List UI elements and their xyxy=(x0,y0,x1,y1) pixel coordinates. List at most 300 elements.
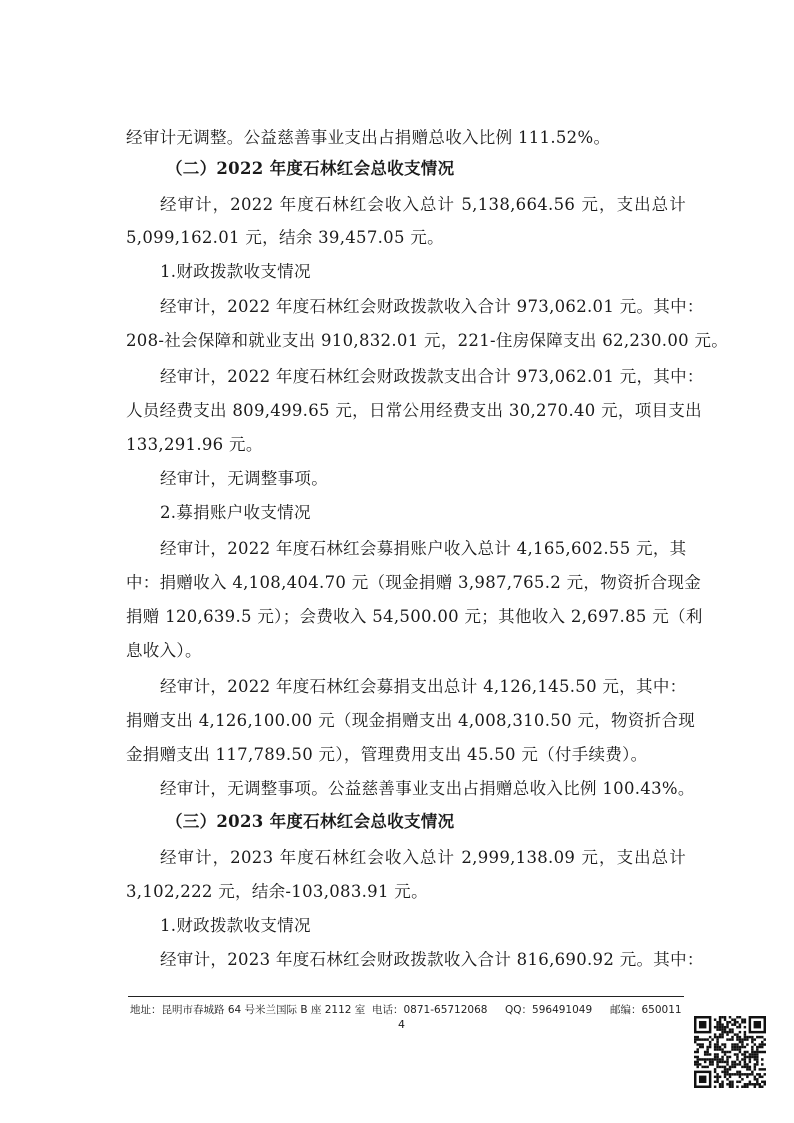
qr-module xyxy=(721,1058,723,1060)
qr-module xyxy=(739,1061,741,1063)
qr-module xyxy=(744,1018,746,1020)
qr-module xyxy=(749,1036,751,1038)
paragraph-line: 3,102,222 元，结余-103,083.91 元。 xyxy=(126,882,428,901)
qr-module xyxy=(719,1086,721,1088)
qr-module xyxy=(716,1048,718,1050)
qr-module xyxy=(734,1063,736,1065)
paragraph-line: 金捐赠支出 117,789.50 元），管理费用支出 45.50 元（付手续费）。 xyxy=(126,745,648,764)
qr-module xyxy=(756,1053,758,1055)
qr-module xyxy=(726,1073,728,1075)
qr-module xyxy=(716,1056,718,1058)
qr-module xyxy=(714,1043,716,1045)
qr-module xyxy=(736,1063,738,1065)
qr-module xyxy=(694,1051,696,1053)
qr-module xyxy=(759,1051,761,1053)
qr-module xyxy=(699,1058,701,1060)
qr-module xyxy=(719,1028,721,1030)
qr-module xyxy=(716,1061,718,1063)
qr-module xyxy=(741,1038,743,1040)
paragraph-line: 经审计，2023 年度石林红会收入总计 2,999,138.09 元，支出总计 xyxy=(160,848,686,867)
qr-module xyxy=(746,1083,748,1085)
qr-module xyxy=(716,1066,718,1068)
qr-module xyxy=(749,1061,751,1063)
qr-module xyxy=(739,1038,741,1040)
qr-module xyxy=(726,1068,728,1070)
qr-module xyxy=(736,1021,738,1023)
qr-module xyxy=(754,1043,756,1045)
qr-module xyxy=(714,1068,716,1070)
qr-module xyxy=(731,1028,733,1030)
qr-module xyxy=(734,1021,736,1023)
subheading-fiscal-2022: 1.财政拨款收支情况 xyxy=(160,262,311,281)
qr-module xyxy=(761,1063,763,1065)
qr-module xyxy=(759,1086,761,1088)
qr-module xyxy=(751,1036,753,1038)
qr-module xyxy=(756,1081,758,1083)
qr-module xyxy=(699,1038,701,1040)
qr-module xyxy=(741,1073,743,1075)
qr-module xyxy=(704,1038,706,1040)
qr-module xyxy=(719,1016,721,1018)
qr-module xyxy=(724,1046,726,1048)
qr-module xyxy=(754,1068,756,1070)
qr-module xyxy=(729,1028,731,1030)
qr-module xyxy=(724,1016,726,1018)
qr-module xyxy=(724,1031,726,1033)
qr-module xyxy=(696,1061,698,1063)
qr-module xyxy=(729,1083,731,1085)
qr-module xyxy=(706,1051,708,1053)
footer-postcode: 邮编：650011 xyxy=(610,1004,682,1016)
qr-module xyxy=(746,1038,748,1040)
qr-module xyxy=(706,1046,708,1048)
paragraph-line: 133,291.96 元。 xyxy=(126,435,263,454)
qr-module xyxy=(706,1048,708,1050)
qr-module xyxy=(761,1043,763,1045)
qr-module xyxy=(714,1086,716,1088)
qr-module xyxy=(696,1066,698,1068)
qr-module xyxy=(724,1051,726,1053)
qr-module xyxy=(764,1083,766,1085)
qr-module xyxy=(744,1056,746,1058)
qr-module xyxy=(754,1058,756,1060)
qr-module xyxy=(754,1076,756,1078)
qr-module xyxy=(759,1046,761,1048)
qr-module xyxy=(731,1031,733,1033)
qr-module xyxy=(721,1016,723,1018)
page-number: 4 xyxy=(398,1018,405,1031)
qr-module xyxy=(739,1023,741,1025)
paragraph-line: 人员经费支出 809,499.65 元，日常公用经费支出 30,270.40 元，项目支出 xyxy=(126,401,702,420)
qr-module xyxy=(716,1036,718,1038)
qr-module xyxy=(739,1071,741,1073)
qr-module xyxy=(741,1043,743,1045)
qr-module xyxy=(746,1086,748,1088)
qr-module xyxy=(714,1058,716,1060)
footer-address: 地址：昆明市春城路 64 号米兰国际 B 座 2112 室 xyxy=(130,1004,366,1016)
qr-module xyxy=(744,1031,746,1033)
paragraph-line: 5,099,162.01 元，结余 39,457.05 元。 xyxy=(126,228,444,247)
qr-module xyxy=(709,1036,711,1038)
qr-module xyxy=(699,1043,701,1045)
qr-module xyxy=(746,1066,748,1068)
qr-module xyxy=(756,1058,758,1060)
qr-module xyxy=(761,1051,763,1053)
qr-module xyxy=(759,1083,761,1085)
footer-phone: 电话：0871-65712068 xyxy=(372,1004,488,1016)
qr-module xyxy=(734,1053,736,1055)
paragraph-line: 经审计，无调整事项。公益慈善事业支出占捐赠总收入比例 100.43%。 xyxy=(160,779,695,798)
qr-module xyxy=(736,1036,738,1038)
qr-module xyxy=(741,1058,743,1060)
qr-module xyxy=(694,1061,696,1063)
qr-module xyxy=(709,1053,711,1055)
qr-module xyxy=(746,1073,748,1075)
qr-module xyxy=(759,1043,761,1045)
qr-module xyxy=(709,1063,711,1065)
qr-module xyxy=(706,1053,708,1055)
qr-module xyxy=(746,1043,748,1045)
qr-module xyxy=(749,1053,751,1055)
qr-module xyxy=(734,1073,736,1075)
qr-module xyxy=(744,1053,746,1055)
qr-module xyxy=(741,1086,743,1088)
qr-module xyxy=(719,1026,721,1028)
qr-module xyxy=(709,1041,711,1043)
qr-module xyxy=(741,1066,743,1068)
qr-module xyxy=(699,1046,701,1048)
qr-module xyxy=(741,1053,743,1055)
qr-module xyxy=(706,1038,708,1040)
qr-module xyxy=(699,1063,701,1065)
qr-module xyxy=(759,1076,761,1078)
qr-module xyxy=(719,1033,721,1035)
qr-module xyxy=(721,1036,723,1038)
qr-module xyxy=(751,1053,753,1055)
qr-module xyxy=(721,1031,723,1033)
paragraph-line: 中：捐赠收入 4,108,404.70 元（现金捐赠 3,987,765.2 元，物资折合现金 xyxy=(126,573,702,592)
qr-module xyxy=(721,1033,723,1035)
qr-module xyxy=(736,1026,738,1028)
qr-module xyxy=(726,1038,728,1040)
qr-module xyxy=(716,1063,718,1065)
qr-module xyxy=(749,1073,751,1075)
qr-module xyxy=(724,1028,726,1030)
qr-finder-bottom-left xyxy=(694,1071,711,1088)
qr-module xyxy=(696,1058,698,1060)
qr-module xyxy=(746,1051,748,1053)
qr-module xyxy=(694,1063,696,1065)
qr-module xyxy=(754,1083,756,1085)
qr-finder-top-left xyxy=(694,1016,711,1033)
qr-module xyxy=(726,1051,728,1053)
paragraph-line: 息收入）。 xyxy=(126,641,202,660)
qr-module xyxy=(751,1083,753,1085)
qr-module xyxy=(729,1081,731,1083)
qr-module xyxy=(731,1036,733,1038)
qr-module xyxy=(729,1038,731,1040)
qr-module xyxy=(719,1058,721,1060)
qr-module xyxy=(719,1083,721,1085)
qr-module xyxy=(719,1018,721,1020)
qr-module xyxy=(704,1051,706,1053)
qr-module xyxy=(721,1086,723,1088)
qr-module xyxy=(719,1023,721,1025)
qr-module xyxy=(704,1061,706,1063)
paragraph-line: 经审计无调整。公益慈善事业支出占捐赠总收入比例 111.52%。 xyxy=(126,128,611,147)
qr-module xyxy=(729,1073,731,1075)
qr-module xyxy=(704,1066,706,1068)
qr-module xyxy=(734,1033,736,1035)
qr-module xyxy=(694,1036,696,1038)
qr-module xyxy=(716,1023,718,1025)
qr-module xyxy=(739,1016,741,1018)
qr-module xyxy=(764,1073,766,1075)
qr-module xyxy=(714,1048,716,1050)
footer-divider xyxy=(128,996,684,997)
qr-module xyxy=(721,1023,723,1025)
qr-module xyxy=(736,1056,738,1058)
qr-module xyxy=(754,1053,756,1055)
qr-module xyxy=(721,1081,723,1083)
qr-module xyxy=(759,1073,761,1075)
qr-module xyxy=(701,1066,703,1068)
qr-module xyxy=(726,1023,728,1025)
qr-module xyxy=(744,1046,746,1048)
qr-module xyxy=(744,1058,746,1060)
qr-module xyxy=(739,1076,741,1078)
qr-module xyxy=(736,1071,738,1073)
qr-module xyxy=(741,1078,743,1080)
qr-module xyxy=(741,1021,743,1023)
qr-module xyxy=(764,1038,766,1040)
qr-module xyxy=(696,1051,698,1053)
qr-module xyxy=(696,1036,698,1038)
qr-module xyxy=(726,1071,728,1073)
qr-module xyxy=(716,1026,718,1028)
qr-module xyxy=(754,1038,756,1040)
qr-module xyxy=(726,1063,728,1065)
qr-module xyxy=(726,1031,728,1033)
qr-module xyxy=(726,1026,728,1028)
qr-module xyxy=(761,1046,763,1048)
qr-module xyxy=(751,1071,753,1073)
qr-module xyxy=(719,1021,721,1023)
qr-module xyxy=(736,1043,738,1045)
qr-module xyxy=(734,1018,736,1020)
qr-module xyxy=(761,1036,763,1038)
qr-module xyxy=(756,1083,758,1085)
qr-module xyxy=(694,1041,696,1043)
qr-module xyxy=(726,1061,728,1063)
paragraph-line: 经审计，2023 年度石林红会财政拨款收入合计 816,690.92 元。其中： xyxy=(160,950,704,969)
qr-module xyxy=(714,1081,716,1083)
qr-module xyxy=(716,1078,718,1080)
qr-module xyxy=(739,1063,741,1065)
qr-module xyxy=(721,1056,723,1058)
qr-module xyxy=(739,1036,741,1038)
qr-module xyxy=(719,1066,721,1068)
qr-module xyxy=(724,1053,726,1055)
qr-module xyxy=(749,1081,751,1083)
qr-module xyxy=(746,1056,748,1058)
qr-module xyxy=(761,1058,763,1060)
qr-module xyxy=(736,1038,738,1040)
qr-module xyxy=(716,1028,718,1030)
qr-module xyxy=(736,1033,738,1035)
qr-module xyxy=(739,1046,741,1048)
qr-module xyxy=(736,1073,738,1075)
qr-module xyxy=(764,1081,766,1083)
qr-module xyxy=(721,1028,723,1030)
qr-module xyxy=(714,1076,716,1078)
paragraph-line: 经审计，2022 年度石林红会募捐支出总计 4,126,145.50 元，其中： xyxy=(160,677,687,696)
qr-module xyxy=(721,1043,723,1045)
qr-module xyxy=(761,1081,763,1083)
qr-module xyxy=(701,1043,703,1045)
qr-module xyxy=(734,1043,736,1045)
qr-module xyxy=(749,1058,751,1060)
qr-module xyxy=(749,1056,751,1058)
qr-module xyxy=(764,1043,766,1045)
qr-module xyxy=(734,1046,736,1048)
qr-module xyxy=(756,1063,758,1065)
qr-module xyxy=(744,1083,746,1085)
qr-module xyxy=(719,1036,721,1038)
qr-module xyxy=(764,1051,766,1053)
footer-qq: QQ：596491049 xyxy=(505,1004,593,1016)
qr-module xyxy=(694,1038,696,1040)
qr-module xyxy=(714,1018,716,1020)
qr-module xyxy=(729,1068,731,1070)
qr-module xyxy=(721,1083,723,1085)
qr-module xyxy=(719,1046,721,1048)
qr-module xyxy=(716,1021,718,1023)
qr-module xyxy=(746,1063,748,1065)
qr-module xyxy=(759,1068,761,1070)
qr-module xyxy=(761,1041,763,1043)
qr-module xyxy=(716,1041,718,1043)
qr-module xyxy=(721,1061,723,1063)
qr-module xyxy=(734,1061,736,1063)
qr-module xyxy=(726,1056,728,1058)
qr-module xyxy=(716,1038,718,1040)
paragraph-line: 经审计，2022 年度石林红会财政拨款支出合计 973,062.01 元，其中： xyxy=(160,367,704,386)
qr-module xyxy=(731,1038,733,1040)
qr-module xyxy=(716,1043,718,1045)
qr-module xyxy=(731,1048,733,1050)
qr-module xyxy=(756,1061,758,1063)
qr-module xyxy=(716,1053,718,1055)
qr-module xyxy=(696,1056,698,1058)
qr-module xyxy=(716,1046,718,1048)
qr-module xyxy=(701,1038,703,1040)
qr-module xyxy=(739,1051,741,1053)
qr-module xyxy=(744,1051,746,1053)
qr-module xyxy=(721,1071,723,1073)
qr-module xyxy=(709,1058,711,1060)
qr-module xyxy=(721,1048,723,1050)
qr-module xyxy=(744,1063,746,1065)
qr-module xyxy=(731,1023,733,1025)
qr-module xyxy=(714,1056,716,1058)
qr-module xyxy=(719,1076,721,1078)
qr-module xyxy=(724,1076,726,1078)
qr-module xyxy=(704,1058,706,1060)
qr-module xyxy=(731,1066,733,1068)
qr-module xyxy=(734,1048,736,1050)
qr-module xyxy=(696,1048,698,1050)
qr-module xyxy=(744,1061,746,1063)
paragraph-line: 经审计，2022 年度石林红会收入总计 5,138,664.56 元，支出总计 xyxy=(160,195,686,214)
qr-module xyxy=(716,1081,718,1083)
qr-module xyxy=(756,1048,758,1050)
qr-module xyxy=(761,1076,763,1078)
qr-module xyxy=(744,1073,746,1075)
paragraph-line: 经审计，无调整事项。 xyxy=(160,469,328,488)
qr-module xyxy=(756,1051,758,1053)
qr-module xyxy=(736,1058,738,1060)
qr-module xyxy=(741,1018,743,1020)
qr-module xyxy=(736,1081,738,1083)
qr-module xyxy=(746,1036,748,1038)
qr-module xyxy=(751,1046,753,1048)
qr-module xyxy=(731,1046,733,1048)
qr-module xyxy=(764,1068,766,1070)
qr-module xyxy=(714,1071,716,1073)
qr-module xyxy=(701,1058,703,1060)
qr-module xyxy=(754,1056,756,1058)
qr-module xyxy=(721,1026,723,1028)
qr-module xyxy=(754,1078,756,1080)
qr-module xyxy=(709,1061,711,1063)
qr-module xyxy=(709,1043,711,1045)
qr-module xyxy=(751,1056,753,1058)
qr-module xyxy=(756,1036,758,1038)
qr-module xyxy=(731,1086,733,1088)
qr-module xyxy=(724,1018,726,1020)
qr-module xyxy=(729,1076,731,1078)
qr-module xyxy=(746,1076,748,1078)
qr-module xyxy=(719,1061,721,1063)
qr-module xyxy=(741,1046,743,1048)
section-heading-2022: （二）2022 年度石林红会总收支情况 xyxy=(166,159,455,178)
subheading-fiscal-2023: 1.财政拨款收支情况 xyxy=(160,916,311,935)
qr-module xyxy=(736,1048,738,1050)
qr-module xyxy=(751,1038,753,1040)
qr-module xyxy=(729,1066,731,1068)
qr-module xyxy=(721,1051,723,1053)
qr-module xyxy=(744,1066,746,1068)
qr-module xyxy=(739,1031,741,1033)
qr-module xyxy=(754,1066,756,1068)
qr-module xyxy=(714,1053,716,1055)
qr-module xyxy=(734,1066,736,1068)
qr-module xyxy=(731,1043,733,1045)
qr-module xyxy=(721,1066,723,1068)
qr-module xyxy=(751,1073,753,1075)
qr-module xyxy=(724,1068,726,1070)
qr-module xyxy=(724,1061,726,1063)
qr-module xyxy=(716,1076,718,1078)
qr-module xyxy=(714,1046,716,1048)
qr-module xyxy=(726,1021,728,1023)
qr-module xyxy=(731,1063,733,1065)
qr-module xyxy=(729,1086,731,1088)
qr-module xyxy=(729,1016,731,1018)
qr-module xyxy=(749,1083,751,1085)
qr-module xyxy=(754,1063,756,1065)
